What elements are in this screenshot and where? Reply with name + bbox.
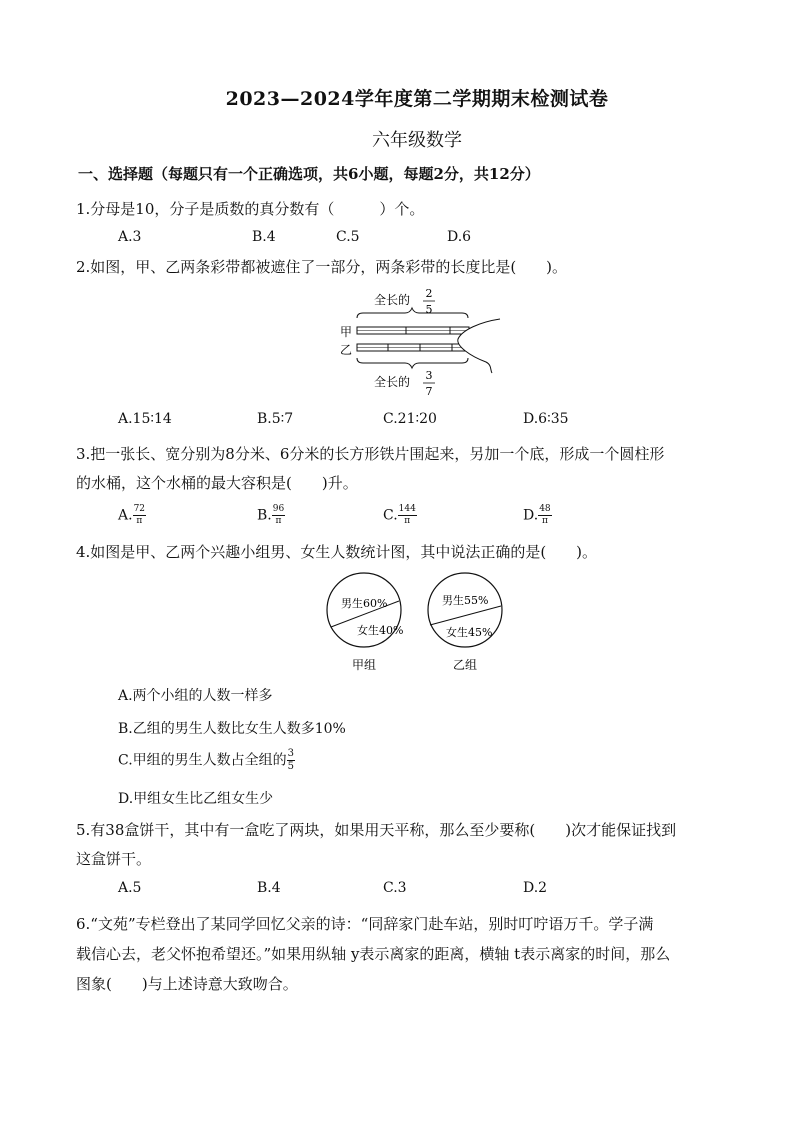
question-6-line-2: 载信心去，老父怀抱希望还。”如果用纵轴 y表示离家的距离，横轴 t表示离家的时间，那么 [76, 945, 671, 963]
question-5-line-1: 5.有38盒饼干，其中有一盒吃了两块，如果用天平称，那么至少要称( )次才能保证找到 [76, 821, 677, 839]
question-3-line-1: 3.把一张长、宽分别为8分米、6分米的长方形铁片围起来，另加一个底，形成一个圆柱形 [76, 445, 665, 463]
ribbon-figure [330, 282, 510, 400]
ribbon-yi-label: 乙 [340, 343, 353, 357]
q3-option-c: C. $\frac{144}{\pi}$ [383, 504, 416, 526]
page-title: 2023—2024学年度第二学期期末检测试卷 [225, 88, 609, 110]
q3-option-b: B. $\frac{96}{\pi}$ [257, 504, 285, 526]
question-4: 4.如图是甲、乙两个兴趣小组男、女生人数统计图，其中说法正确的是( )。 [76, 543, 598, 561]
q5-option-b: B.4 [257, 880, 281, 896]
pie-jia-boy-label: 男生60% [341, 597, 388, 610]
pie-yi-caption: 乙组 [452, 658, 478, 672]
q1-option-c: C.5 [336, 229, 360, 245]
q5-option-d: D.2 [523, 880, 548, 896]
top-brace-label: 全长的 [374, 293, 411, 307]
question-3-line-2: 的水桶，这个水桶的最大容积是( )升。 [76, 474, 358, 492]
q5-option-c: C.3 [383, 880, 407, 896]
bottom-brace-label: 全长的 [374, 375, 411, 389]
q1-option-a: A.3 [118, 229, 142, 245]
question-5-line-2: 这盒饼干。 [76, 850, 152, 868]
q2-option-d: D.6∶35 [523, 411, 569, 427]
q2-option-a: A.15∶14 [118, 411, 172, 427]
top-frac-denominator: 5 [425, 303, 433, 316]
q4-option-a: A.两个小组的人数一样多 [118, 688, 273, 704]
question-6-line-3: 图象( )与上述诗意大致吻合。 [76, 975, 298, 993]
pie-yi-girl-label: 女生45% [446, 626, 493, 639]
ribbon-jia-label: 甲 [340, 325, 353, 339]
pie-jia-caption: 甲组 [351, 658, 377, 672]
question-2: 2.如图，甲、乙两条彩带都被遮住了一部分，两条彩带的长度比是( )。 [76, 258, 568, 276]
q2-option-b: B.5∶7 [257, 411, 294, 427]
top-frac-numerator: 2 [425, 287, 433, 300]
q4-option-c: C.甲组的男生人数占全组的 $\frac{3}{5}$ [118, 748, 295, 772]
q3-option-a: A. $\frac{72}{\pi}$ [118, 504, 146, 526]
pie-charts-figure [322, 568, 512, 676]
bottom-frac-denominator: 7 [425, 385, 433, 398]
question-1: 1.分母是10，分子是质数的真分数有（ ）个。 [76, 200, 425, 218]
q3-option-d: D. $\frac{48}{\pi}$ [523, 504, 551, 526]
question-6-line-1: 6.“文苑”专栏登出了某同学回忆父亲的诗：“同辞家门赴车站，别时叮咛语万千。学子满 [76, 915, 654, 933]
bottom-frac-numerator: 3 [425, 369, 433, 382]
section-heading: 一、选择题（每题只有一个正确选项，共6小题，每题2分，共12分） [78, 165, 540, 183]
page-subtitle: 六年级数学 [372, 130, 462, 151]
q4-option-b: B.乙组的男生人数比女生人数多10% [118, 721, 346, 737]
q2-option-c: C.21∶20 [383, 411, 437, 427]
q1-option-d: D.6 [447, 229, 472, 245]
q5-option-a: A.5 [118, 880, 142, 896]
pie-jia-girl-label: 女生40% [357, 624, 404, 637]
q4-option-d: D.甲组女生比乙组女生少 [118, 791, 274, 807]
pie-yi-boy-label: 男生55% [442, 594, 489, 607]
q1-option-b: B.4 [252, 229, 276, 245]
